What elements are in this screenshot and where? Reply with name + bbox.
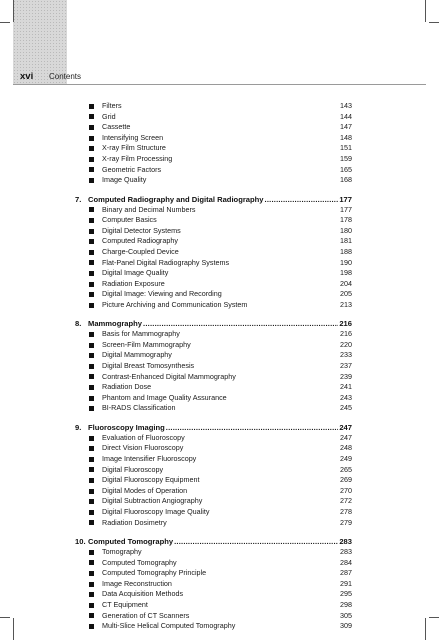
bullet-icon	[89, 510, 94, 515]
toc-entry-page: 198	[340, 268, 352, 278]
toc-entry-title: Digital Image Quality	[102, 268, 169, 278]
bullet-icon	[89, 292, 94, 297]
page-number: xvi	[20, 71, 34, 82]
toc-entry-page: 165	[340, 164, 352, 174]
toc-entry-title: Computed Radiography	[102, 236, 178, 246]
toc-entry[interactable]	[75, 279, 352, 290]
toc-entry-title: Intensifying Screen	[102, 132, 164, 142]
crop-mark	[0, 22, 10, 23]
chapter-page: 283	[339, 536, 352, 546]
toc-entry-page: 147	[340, 122, 352, 132]
toc-entry-title: Digital Image: Viewing and Recording	[102, 289, 222, 299]
toc-entry[interactable]	[75, 215, 352, 226]
toc-entry-title: Charge-Coupled Device	[102, 246, 179, 256]
toc-entry-title: Digital Fluoroscopy	[102, 464, 164, 474]
toc-entry-title: Radiation Dosimetry	[102, 517, 167, 527]
bullet-icon	[89, 582, 94, 587]
bullet-icon	[89, 104, 94, 109]
toc-entry-page: 249	[340, 454, 352, 464]
bullet-icon	[89, 374, 94, 379]
toc-entry[interactable]	[75, 443, 352, 454]
toc-entry[interactable]	[75, 579, 352, 590]
toc-entry[interactable]	[75, 382, 352, 393]
bullet-icon	[89, 282, 94, 287]
toc-entry[interactable]	[75, 600, 352, 611]
toc-entry[interactable]	[75, 486, 352, 497]
toc-entry-page: 247	[340, 432, 352, 442]
chapter-heading[interactable]	[75, 318, 352, 329]
bullet-icon	[89, 136, 94, 141]
bullet-icon	[89, 303, 94, 308]
toc-entry-title: Digital Fluoroscopy Equipment	[102, 475, 200, 485]
toc-entry-title: Computed Tomography Principle	[102, 568, 207, 578]
toc-entry-title: Direct Vision Fluoroscopy	[102, 443, 184, 453]
toc-entry[interactable]	[75, 589, 352, 600]
toc-entry-page: 248	[340, 443, 352, 453]
chapter-heading[interactable]	[75, 536, 352, 547]
toc-entry-page: 241	[340, 382, 352, 392]
bullet-icon	[89, 114, 94, 119]
chapter-number: 10.	[75, 536, 86, 546]
toc-entry-page: 144	[340, 111, 352, 121]
chapter-7	[75, 194, 352, 311]
toc-entry[interactable]	[75, 289, 352, 300]
chapter-title: Mammography	[88, 319, 143, 329]
toc-entry-page: 148	[340, 132, 352, 142]
chapter-8	[75, 318, 352, 414]
bullet-icon	[89, 467, 94, 472]
bullet-icon	[89, 157, 94, 162]
chapter-title: Computed Radiography and Digital Radiography	[88, 194, 264, 204]
toc-entry-title: Picture Archiving and Communication System	[102, 299, 248, 309]
toc-entry[interactable]	[75, 558, 352, 569]
toc-entry[interactable]	[75, 247, 352, 258]
toc-entry-page: 178	[340, 215, 352, 225]
toc-entry-title: Flat-Panel Digital Radiography Systems	[102, 257, 230, 267]
toc-entry-page: 279	[340, 517, 352, 527]
toc-entry-page: 295	[340, 589, 352, 599]
toc-entry[interactable]	[75, 372, 352, 383]
chapter-number: 7.	[75, 194, 82, 204]
bullet-icon	[89, 250, 94, 255]
toc-entry-title: Basis for Mammography	[102, 329, 180, 339]
bullet-icon	[89, 571, 94, 576]
toc-entry-title: Image Quality	[102, 175, 147, 185]
toc-entry-title: CT Equipment	[102, 599, 148, 609]
toc-entry[interactable]	[75, 112, 352, 123]
toc-entry-page: 143	[340, 101, 352, 110]
toc-entry-page: 291	[340, 578, 352, 588]
toc-entry-title: X-ray Film Structure	[102, 143, 166, 153]
toc-entry-page: 205	[340, 289, 352, 299]
toc-entry-page: 269	[340, 475, 352, 485]
toc-entry-title: Screen-Film Mammography	[102, 339, 191, 349]
toc-entry-title: Computed Tomography	[102, 557, 177, 567]
toc-entry-page: 237	[340, 361, 352, 371]
bullet-icon	[89, 364, 94, 369]
toc-entry-page: 278	[340, 506, 352, 516]
toc-entry-page: 270	[340, 485, 352, 495]
chapter-number: 8.	[75, 319, 82, 329]
running-head: Contents	[49, 72, 82, 81]
chapter-page: 216	[339, 319, 352, 329]
chapter-page: 177	[339, 194, 352, 204]
bullet-icon	[89, 146, 94, 151]
toc-entry[interactable]	[75, 507, 352, 518]
bullet-icon	[89, 499, 94, 504]
toc-entry[interactable]	[75, 175, 352, 186]
bullet-icon	[89, 446, 94, 451]
toc-entry[interactable]	[75, 403, 352, 414]
toc-entry[interactable]	[75, 465, 352, 476]
toc-entry-title: Radiation Dose	[102, 382, 152, 392]
toc-entry[interactable]	[75, 547, 352, 558]
bullet-icon	[89, 406, 94, 411]
toc-entry-page: 220	[340, 339, 352, 349]
leader-dots	[143, 318, 338, 329]
bullet-icon	[89, 125, 94, 130]
toc-entry[interactable]	[75, 226, 352, 237]
bullet-icon	[89, 560, 94, 565]
bullet-icon	[89, 624, 94, 629]
toc-entry[interactable]	[75, 393, 352, 404]
toc-entry-page: 190	[340, 257, 352, 267]
leader-dots	[265, 194, 339, 205]
toc-entry[interactable]	[75, 454, 352, 465]
bullet-icon	[89, 457, 94, 462]
toc-entry-title: Phantom and Image Quality Assurance	[102, 392, 227, 402]
toc-entry-page: 243	[340, 392, 352, 402]
toc-entry[interactable]	[75, 300, 352, 311]
toc-entry-title: BI-RADS Classification	[102, 403, 176, 413]
toc-entry[interactable]	[75, 133, 352, 144]
bullet-icon	[89, 271, 94, 276]
toc-entry[interactable]	[75, 143, 352, 154]
bullet-icon	[89, 332, 94, 337]
toc-entry[interactable]	[75, 621, 352, 632]
bullet-icon	[89, 218, 94, 223]
chapter-heading[interactable]	[75, 194, 352, 205]
leader-dots	[174, 536, 338, 547]
toc-entry[interactable]	[75, 611, 352, 622]
crop-mark	[0, 617, 10, 618]
bullet-icon	[89, 207, 94, 212]
bullet-icon	[89, 396, 94, 401]
toc-entry[interactable]	[75, 236, 352, 247]
toc-entry-page: 180	[340, 225, 352, 235]
toc-entry-page: 298	[340, 599, 352, 609]
toc-entry-page: 213	[340, 299, 352, 309]
crop-mark	[425, 0, 426, 22]
table-of-contents	[75, 101, 352, 640]
toc-entry-page: 204	[340, 278, 352, 288]
bullet-icon	[89, 613, 94, 618]
crop-mark	[13, 618, 14, 640]
crop-mark	[429, 22, 439, 23]
toc-entry-title: Radiation Exposure	[102, 278, 165, 288]
toc-entry-page: 181	[340, 236, 352, 246]
toc-entry-title: Digital Breast Tomosynthesis	[102, 361, 195, 371]
toc-entry[interactable]	[75, 258, 352, 269]
toc-entry-page: 284	[340, 557, 352, 567]
toc-entry-title: Image Intensifier Fluoroscopy	[102, 454, 197, 464]
bullet-icon	[89, 520, 94, 525]
toc-entry-title: Tomography	[102, 546, 142, 556]
chapter-page: 247	[339, 422, 352, 432]
toc-entry-page: 305	[340, 610, 352, 620]
crop-mark	[425, 618, 426, 640]
crop-mark	[13, 0, 14, 22]
toc-entry-title: Computer Basics	[102, 215, 157, 225]
bullet-icon	[89, 229, 94, 234]
crop-mark	[429, 617, 439, 618]
toc-entry-page: 287	[340, 568, 352, 578]
toc-entry-page: 245	[340, 403, 352, 413]
toc-entry[interactable]	[75, 101, 352, 112]
toc-entry-title: Contrast-Enhanced Digital Mammography	[102, 371, 236, 381]
bullet-icon	[89, 436, 94, 441]
toc-entry-title: Digital Mammography	[102, 350, 172, 360]
toc-entry-title: Digital Fluoroscopy Image Quality	[102, 506, 210, 516]
chapter-continuation	[75, 101, 352, 186]
toc-entry-page: 188	[340, 246, 352, 256]
toc-entry-page: 233	[340, 350, 352, 360]
toc-entry-title: X-ray Film Processing	[102, 153, 173, 163]
toc-entry[interactable]	[75, 165, 352, 176]
bullet-icon	[89, 343, 94, 348]
toc-entry[interactable]	[75, 340, 352, 351]
toc-entry-title: Digital Detector Systems	[102, 225, 181, 235]
chapter-10	[75, 536, 352, 632]
toc-entry-title: Filters	[102, 101, 122, 110]
bullet-icon	[89, 353, 94, 358]
bullet-icon	[89, 592, 94, 597]
bullet-icon	[89, 550, 94, 555]
toc-entry-title: Binary and Decimal Numbers	[102, 204, 196, 214]
toc-entry-title: Image Reconstruction	[102, 578, 172, 588]
toc-entry[interactable]	[75, 329, 352, 340]
bullet-icon	[89, 489, 94, 494]
leader-dots	[166, 422, 339, 433]
toc-entry[interactable]	[75, 350, 352, 361]
bullet-icon	[89, 178, 94, 183]
toc-entry[interactable]	[75, 496, 352, 507]
bullet-icon	[89, 167, 94, 172]
toc-entry[interactable]	[75, 268, 352, 279]
toc-entry[interactable]	[75, 518, 352, 529]
toc-entry[interactable]	[75, 568, 352, 579]
toc-entry[interactable]	[75, 154, 352, 165]
chapter-number: 9.	[75, 422, 82, 432]
toc-entry-title: Multi-Slice Helical Computed Tomography	[102, 621, 236, 631]
toc-entry-page: 309	[340, 621, 352, 631]
toc-entry[interactable]	[75, 475, 352, 486]
toc-entry-page: 239	[340, 371, 352, 381]
toc-entry-page: 151	[340, 143, 352, 153]
chapter-title: Fluoroscopy Imaging	[88, 422, 165, 432]
header-rule	[13, 84, 426, 85]
chapter-title: Computed Tomography	[88, 536, 174, 546]
toc-entry-title: Data Acquisition Methods	[102, 589, 184, 599]
toc-entry-title: Evaluation of Fluoroscopy	[102, 432, 185, 442]
toc-entry-page: 272	[340, 496, 352, 506]
bullet-icon	[89, 239, 94, 244]
toc-entry-title: Digital Subtraction Angiography	[102, 496, 203, 506]
toc-entry-page: 159	[340, 153, 352, 163]
toc-entry[interactable]	[75, 433, 352, 444]
toc-entry-title: Digital Modes of Operation	[102, 485, 188, 495]
toc-entry-title: Geometric Factors	[102, 164, 162, 174]
toc-entry-page: 216	[340, 329, 352, 339]
toc-entry-page: 283	[340, 546, 352, 556]
bullet-icon	[89, 260, 94, 265]
chapter-heading[interactable]	[75, 422, 352, 433]
toc-entry-title: Grid	[102, 111, 116, 121]
toc-entry-page: 168	[340, 175, 352, 185]
toc-entry-title: Cassette	[102, 122, 131, 132]
toc-entry[interactable]	[75, 122, 352, 133]
bullet-icon	[89, 478, 94, 483]
bullet-icon	[89, 603, 94, 608]
toc-entry-page: 265	[340, 464, 352, 474]
toc-entry-title: Generation of CT Scanners	[102, 610, 190, 620]
toc-entry[interactable]	[75, 361, 352, 372]
bullet-icon	[89, 385, 94, 390]
chapter-9	[75, 422, 352, 528]
toc-entry-page: 177	[340, 204, 352, 214]
toc-entry[interactable]	[75, 205, 352, 216]
